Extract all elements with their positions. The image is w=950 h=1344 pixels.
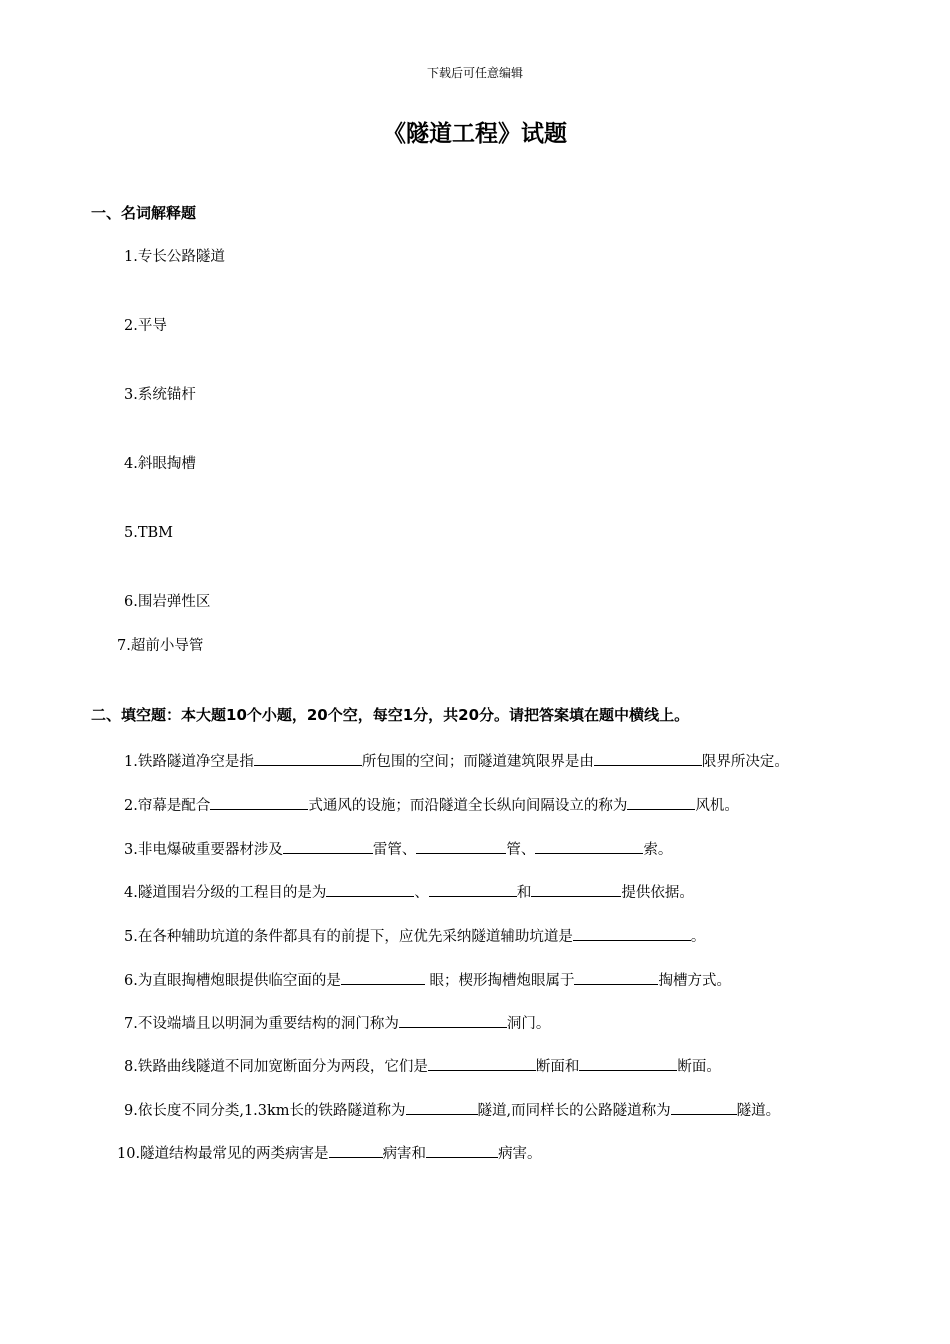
section-heading-fill-blank: 二、填空题：本大题10个小题，20个空，每空1分，共20分。请把答案填在题中横线上。	[91, 706, 690, 724]
answer-blank[interactable]	[429, 882, 517, 897]
answer-blank[interactable]	[399, 1013, 507, 1028]
answer-blank[interactable]	[428, 1056, 536, 1071]
page-title: 《隧道工程》试题	[383, 121, 567, 147]
question-text: 风机。	[695, 798, 739, 814]
fill-blank-question	[117, 1143, 542, 1162]
question-text: 式通风的设施；而沿隧道全长纵向间隔设立的称为	[308, 798, 628, 814]
question-text: 病害。	[498, 1146, 542, 1162]
fill-blank-question	[124, 1013, 550, 1032]
question-text: 索。	[643, 842, 673, 858]
definition-item: 4.斜眼掏槽	[124, 456, 196, 472]
answer-blank[interactable]	[579, 1056, 677, 1071]
fill-blank-question	[124, 795, 739, 814]
question-text: 隧道,而同样长的公路隧道称为	[477, 1103, 671, 1119]
definition-item: 2.平导	[124, 318, 167, 334]
answer-blank[interactable]	[594, 751, 702, 766]
question-text: 10.隧道结构最常见的两类病害是	[117, 1146, 329, 1162]
fill-blank-question	[124, 1056, 721, 1075]
question-text: 雷管、	[372, 842, 417, 858]
question-text: 、	[414, 885, 429, 901]
answer-blank[interactable]	[283, 839, 373, 854]
answer-blank[interactable]	[531, 882, 621, 897]
question-text: 和	[516, 885, 532, 901]
question-text: 断面。	[677, 1059, 721, 1075]
definition-item: 6.围岩弹性区	[124, 594, 211, 610]
question-text: 掏槽方式。	[658, 973, 731, 989]
fill-blank-question	[124, 1100, 780, 1119]
fill-blank-question	[124, 839, 672, 858]
answer-blank[interactable]	[574, 970, 658, 985]
definition-item: 5.TBM	[124, 525, 174, 541]
answer-blank[interactable]	[341, 970, 425, 985]
answer-blank[interactable]	[627, 795, 695, 810]
question-text: 管、	[506, 842, 536, 858]
answer-blank[interactable]	[671, 1100, 737, 1115]
question-text: 4.隧道围岩分级的工程目的是为	[124, 885, 327, 901]
definition-item: 3.系统锚杆	[124, 387, 196, 403]
question-text: 断面和	[535, 1059, 580, 1075]
definition-item: 1.专长公路隧道	[124, 249, 225, 265]
question-text: 2.帘幕是配合	[124, 798, 211, 814]
definition-item: 7.超前小导管	[117, 638, 204, 654]
question-text: 1.铁路隧道净空是指	[124, 754, 254, 770]
question-text: 洞门。	[506, 1016, 551, 1032]
question-text: 限界所决定。	[701, 754, 789, 770]
question-text: 眼；楔形掏槽炮眼属于	[424, 973, 575, 989]
answer-blank[interactable]	[426, 1143, 498, 1158]
question-text: 提供依据。	[621, 885, 694, 901]
answer-blank[interactable]	[210, 795, 308, 810]
question-text: 。	[690, 929, 706, 945]
question-text: 8.铁路曲线隧道不同加宽断面分为两段，它们是	[124, 1059, 428, 1075]
fill-blank-question	[124, 882, 694, 901]
question-text: 7.不设端墙且以明洞为重要结构的洞门称为	[124, 1016, 399, 1032]
answer-blank[interactable]	[254, 751, 362, 766]
section-heading-definitions: 一、名词解释题	[91, 204, 197, 222]
question-text: 5.在各种辅助坑道的条件都具有的前提下，应优先采纳隧道辅助坑道是	[124, 929, 573, 945]
fill-blank-question	[124, 751, 789, 770]
question-text: 3.非电爆破重要器材涉及	[124, 842, 283, 858]
answer-blank[interactable]	[406, 1100, 478, 1115]
fill-blank-question	[124, 970, 731, 989]
answer-blank[interactable]	[416, 839, 506, 854]
answer-blank[interactable]	[535, 839, 643, 854]
question-text: 隧道。	[736, 1103, 781, 1119]
answer-blank[interactable]	[326, 882, 414, 897]
question-text: 6.为直眼掏槽炮眼提供临空面的是	[124, 973, 341, 989]
answer-blank[interactable]	[573, 926, 691, 941]
page-header: 下载后可任意编辑	[426, 66, 523, 80]
question-text: 所包围的空间；而隧道建筑限界是由	[361, 754, 594, 770]
fill-blank-question	[124, 926, 705, 945]
answer-blank[interactable]	[329, 1143, 383, 1158]
question-text: 9.依长度不同分类,1.3km长的铁路隧道称为	[124, 1103, 406, 1119]
question-text: 病害和	[382, 1146, 427, 1162]
